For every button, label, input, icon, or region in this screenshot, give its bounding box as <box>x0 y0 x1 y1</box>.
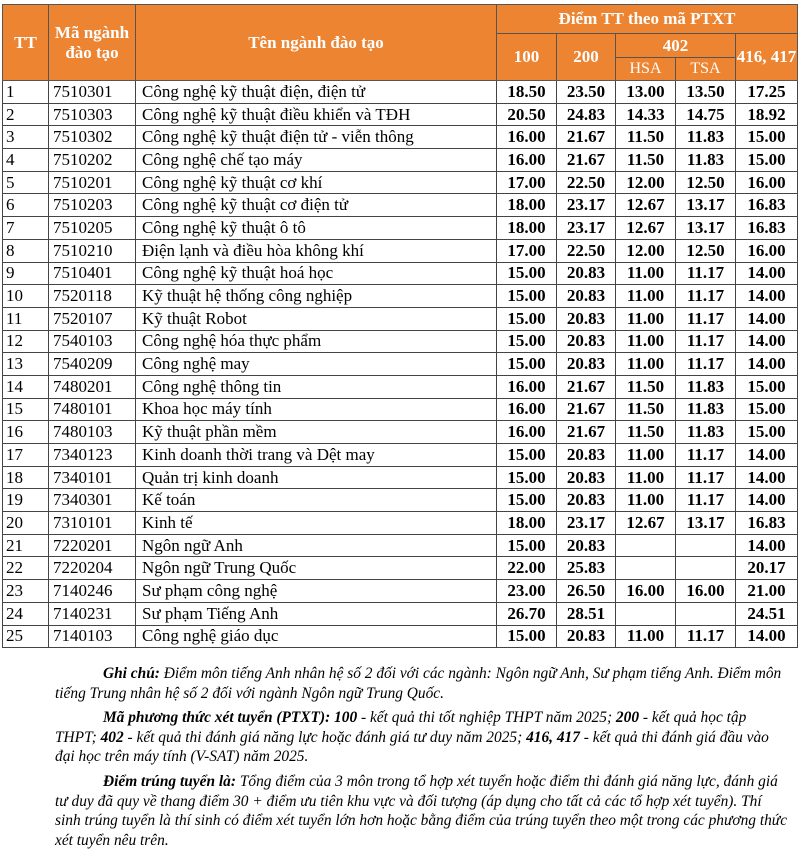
row-score-200: 28.51 <box>557 602 616 625</box>
row-score-416-417: 14.00 <box>736 330 798 353</box>
row-score-hsa: 11.50 <box>616 149 676 172</box>
row-score-100: 16.00 <box>497 398 557 421</box>
row-name: Công nghệ may <box>136 353 497 376</box>
row-score-hsa: 11.50 <box>616 375 676 398</box>
row-code: 7140231 <box>49 602 136 625</box>
table-row <box>3 375 798 398</box>
row-score-hsa: 12.67 <box>616 512 676 535</box>
note-ptxt-code-402: 402 <box>100 728 124 746</box>
row-score-416-417: 16.00 <box>736 171 798 194</box>
row-score-hsa <box>616 557 676 580</box>
header-method-100: 100 <box>497 34 557 81</box>
row-code: 7520107 <box>49 307 136 330</box>
row-code: 7480103 <box>49 421 136 444</box>
row-score-100: 16.00 <box>497 126 557 149</box>
row-score-tsa <box>676 534 736 557</box>
row-tt: 6 <box>3 194 49 217</box>
row-score-200: 25.83 <box>557 557 616 580</box>
row-score-100: 20.50 <box>497 103 557 126</box>
row-tt: 8 <box>3 239 49 262</box>
row-score-200: 23.17 <box>557 194 616 217</box>
row-score-hsa: 11.00 <box>616 330 676 353</box>
row-score-416-417: 16.00 <box>736 239 798 262</box>
header-name: Tên ngành đào tạo <box>136 5 497 81</box>
row-name: Kinh tế <box>136 512 497 535</box>
row-score-416-417: 15.00 <box>736 398 798 421</box>
header-code: Mã ngành đào tạo <box>49 5 136 81</box>
row-score-100: 15.00 <box>497 625 557 648</box>
row-score-tsa: 11.17 <box>676 353 736 376</box>
row-score-100: 15.00 <box>497 353 557 376</box>
table-row <box>3 489 798 512</box>
row-code: 7480101 <box>49 398 136 421</box>
row-code: 7340301 <box>49 489 136 512</box>
row-score-tsa <box>676 602 736 625</box>
row-tt: 10 <box>3 285 49 308</box>
row-name: Kỹ thuật Robot <box>136 307 497 330</box>
row-name: Công nghệ thông tin <box>136 375 497 398</box>
table-row <box>3 239 798 262</box>
row-score-100: 16.00 <box>497 149 557 172</box>
row-score-tsa: 11.17 <box>676 285 736 308</box>
row-name: Kỹ thuật phần mềm <box>136 421 497 444</box>
row-score-416-417: 15.00 <box>736 149 798 172</box>
row-code: 7140246 <box>49 580 136 603</box>
row-score-200: 23.17 <box>557 512 616 535</box>
row-code: 7510301 <box>49 81 136 104</box>
row-tt: 7 <box>3 217 49 240</box>
row-code: 7520118 <box>49 285 136 308</box>
row-score-hsa: 12.00 <box>616 239 676 262</box>
table-row <box>3 398 798 421</box>
row-score-416-417: 14.00 <box>736 307 798 330</box>
row-score-416-417: 20.17 <box>736 557 798 580</box>
row-score-hsa: 12.67 <box>616 194 676 217</box>
row-name: Sư phạm Tiếng Anh <box>136 602 497 625</box>
note-ptxt <box>55 708 790 767</box>
row-tt: 25 <box>3 625 49 648</box>
table-row <box>3 285 798 308</box>
note-ptxt-desc-100: - kết quả thi tốt nghiệp THPT năm 2025; <box>357 709 616 727</box>
row-score-100: 15.00 <box>497 444 557 467</box>
row-code: 7510210 <box>49 239 136 262</box>
row-score-100: 15.00 <box>497 285 557 308</box>
row-score-416-417: 14.00 <box>736 262 798 285</box>
row-score-416-417: 16.83 <box>736 512 798 535</box>
row-name: Công nghệ kỹ thuật cơ khí <box>136 171 497 194</box>
row-score-100: 18.00 <box>497 512 557 535</box>
row-score-100: 15.00 <box>497 330 557 353</box>
row-score-100: 16.00 <box>497 421 557 444</box>
row-tt: 1 <box>3 81 49 104</box>
row-score-100: 18.50 <box>497 81 557 104</box>
row-score-100: 22.00 <box>497 557 557 580</box>
row-tt: 12 <box>3 330 49 353</box>
row-score-416-417: 21.00 <box>736 580 798 603</box>
row-score-200: 26.50 <box>557 580 616 603</box>
row-score-100: 15.00 <box>497 489 557 512</box>
row-tt: 5 <box>3 171 49 194</box>
row-score-416-417: 14.00 <box>736 285 798 308</box>
row-score-tsa: 11.17 <box>676 330 736 353</box>
table-row <box>3 262 798 285</box>
row-name: Công nghệ kỹ thuật cơ điện tử <box>136 194 497 217</box>
row-code: 7220204 <box>49 557 136 580</box>
row-code: 7480201 <box>49 375 136 398</box>
row-score-416-417: 15.00 <box>736 126 798 149</box>
header-score-group: Điểm TT theo mã PTXT <box>497 5 798 34</box>
table-row <box>3 444 798 467</box>
row-tt: 22 <box>3 557 49 580</box>
row-score-tsa: 11.17 <box>676 466 736 489</box>
row-name: Công nghệ giáo dục <box>136 625 497 648</box>
table-row <box>3 512 798 535</box>
note-ghi-chu <box>55 664 790 703</box>
row-name: Kinh doanh thời trang và Dệt may <box>136 444 497 467</box>
row-score-100: 26.70 <box>497 602 557 625</box>
table-row <box>3 557 798 580</box>
row-score-416-417: 18.92 <box>736 103 798 126</box>
table-body <box>3 81 798 648</box>
row-score-416-417: 16.83 <box>736 217 798 240</box>
row-tt: 19 <box>3 489 49 512</box>
row-score-200: 20.83 <box>557 466 616 489</box>
header-hsa: HSA <box>616 58 676 81</box>
note-diem-trung-tuyen <box>55 772 790 850</box>
row-name: Công nghệ kỹ thuật ô tô <box>136 217 497 240</box>
note-ptxt-desc-402: - kết quả thi đánh giá năng lực hoặc đánh giá tư duy năm 2025; <box>123 728 527 746</box>
row-code: 7140103 <box>49 625 136 648</box>
row-score-tsa: 11.83 <box>676 149 736 172</box>
row-code: 7340123 <box>49 444 136 467</box>
row-score-hsa: 14.33 <box>616 103 676 126</box>
row-score-tsa: 11.83 <box>676 375 736 398</box>
row-score-200: 20.83 <box>557 353 616 376</box>
row-score-tsa: 13.17 <box>676 512 736 535</box>
row-tt: 9 <box>3 262 49 285</box>
row-score-100: 15.00 <box>497 534 557 557</box>
row-score-200: 23.17 <box>557 217 616 240</box>
row-name: Sư phạm công nghệ <box>136 580 497 603</box>
row-tt: 2 <box>3 103 49 126</box>
row-name: Công nghệ chế tạo máy <box>136 149 497 172</box>
row-score-200: 20.83 <box>557 307 616 330</box>
row-score-200: 21.67 <box>557 398 616 421</box>
note-ptxt-desc-200: - kết quả học tập THPT; <box>55 709 747 746</box>
row-score-tsa: 13.17 <box>676 194 736 217</box>
row-score-tsa: 11.83 <box>676 421 736 444</box>
row-score-200: 21.67 <box>557 375 616 398</box>
row-score-200: 20.83 <box>557 534 616 557</box>
row-tt: 24 <box>3 602 49 625</box>
row-score-416-417: 14.00 <box>736 534 798 557</box>
note-ptxt-label: Mã phương thức xét tuyển (PTXT): <box>103 709 331 727</box>
table-row <box>3 149 798 172</box>
row-tt: 17 <box>3 444 49 467</box>
row-score-200: 20.83 <box>557 330 616 353</box>
row-score-416-417: 14.00 <box>736 444 798 467</box>
row-name: Công nghệ kỹ thuật điện tử - viễn thông <box>136 126 497 149</box>
row-code: 7540209 <box>49 353 136 376</box>
row-name: Công nghệ kỹ thuật hoá học <box>136 262 497 285</box>
table-row <box>3 602 798 625</box>
row-score-416-417: 14.00 <box>736 353 798 376</box>
header-method-402: 402 <box>616 34 736 58</box>
row-code: 7310101 <box>49 512 136 535</box>
row-score-tsa: 11.17 <box>676 444 736 467</box>
table-row <box>3 534 798 557</box>
table-row <box>3 625 798 648</box>
row-score-200: 20.83 <box>557 444 616 467</box>
row-score-hsa: 11.00 <box>616 466 676 489</box>
row-tt: 23 <box>3 580 49 603</box>
row-score-hsa <box>616 534 676 557</box>
row-score-hsa: 13.00 <box>616 81 676 104</box>
row-score-hsa: 11.50 <box>616 398 676 421</box>
row-score-416-417: 14.00 <box>736 625 798 648</box>
row-score-200: 22.50 <box>557 171 616 194</box>
row-score-hsa: 11.00 <box>616 262 676 285</box>
row-score-416-417: 14.00 <box>736 489 798 512</box>
row-score-200: 21.67 <box>557 149 616 172</box>
row-score-416-417: 17.25 <box>736 81 798 104</box>
row-code: 7510205 <box>49 217 136 240</box>
row-score-416-417: 15.00 <box>736 375 798 398</box>
row-score-200: 20.83 <box>557 285 616 308</box>
row-score-416-417: 15.00 <box>736 421 798 444</box>
row-score-tsa: 12.50 <box>676 239 736 262</box>
row-name: Ngôn ngữ Anh <box>136 534 497 557</box>
table-row <box>3 466 798 489</box>
header-tt: TT <box>3 5 49 81</box>
row-tt: 3 <box>3 126 49 149</box>
note-ptxt-code-200: 200 <box>615 709 640 727</box>
table-row <box>3 171 798 194</box>
row-score-tsa: 12.50 <box>676 171 736 194</box>
row-score-100: 16.00 <box>497 375 557 398</box>
row-tt: 18 <box>3 466 49 489</box>
row-name: Kỹ thuật hệ thống công nghiệp <box>136 285 497 308</box>
row-name: Quản trị kinh doanh <box>136 466 497 489</box>
table-row <box>3 307 798 330</box>
row-tt: 11 <box>3 307 49 330</box>
row-tt: 4 <box>3 149 49 172</box>
row-score-416-417: 24.51 <box>736 602 798 625</box>
row-code: 7510401 <box>49 262 136 285</box>
row-score-tsa: 11.17 <box>676 262 736 285</box>
row-code: 7510201 <box>49 171 136 194</box>
row-score-hsa: 11.00 <box>616 489 676 512</box>
row-score-tsa: 11.83 <box>676 398 736 421</box>
row-score-200: 20.83 <box>557 489 616 512</box>
row-score-200: 24.83 <box>557 103 616 126</box>
table-row <box>3 103 798 126</box>
row-score-hsa <box>616 602 676 625</box>
row-score-200: 21.67 <box>557 126 616 149</box>
row-score-100: 15.00 <box>497 262 557 285</box>
row-score-100: 17.00 <box>497 171 557 194</box>
row-tt: 14 <box>3 375 49 398</box>
header-tsa: TSA <box>676 58 736 81</box>
row-name: Công nghệ kỹ thuật điều khiển và TĐH <box>136 103 497 126</box>
row-tt: 13 <box>3 353 49 376</box>
row-name: Kế toán <box>136 489 497 512</box>
row-score-100: 17.00 <box>497 239 557 262</box>
row-score-100: 18.00 <box>497 194 557 217</box>
row-name: Công nghệ hóa thực phẩm <box>136 330 497 353</box>
row-score-416-417: 16.83 <box>736 194 798 217</box>
row-tt: 15 <box>3 398 49 421</box>
row-score-200: 20.83 <box>557 262 616 285</box>
table-row <box>3 194 798 217</box>
row-name: Công nghệ kỹ thuật điện, điện tử <box>136 81 497 104</box>
row-score-hsa: 11.00 <box>616 625 676 648</box>
row-tt: 20 <box>3 512 49 535</box>
row-tt: 21 <box>3 534 49 557</box>
row-name: Ngôn ngữ Trung Quốc <box>136 557 497 580</box>
row-score-hsa: 12.00 <box>616 171 676 194</box>
table-header <box>3 5 798 81</box>
row-code: 7510303 <box>49 103 136 126</box>
row-name: Điện lạnh và điều hòa không khí <box>136 239 497 262</box>
table-row <box>3 81 798 104</box>
row-score-tsa <box>676 557 736 580</box>
row-score-tsa: 14.75 <box>676 103 736 126</box>
row-score-hsa: 12.67 <box>616 217 676 240</box>
note-ptxt-code-416: 416, 417 <box>526 728 580 746</box>
header-method-200: 200 <box>557 34 616 81</box>
row-score-tsa: 11.17 <box>676 307 736 330</box>
row-score-tsa: 16.00 <box>676 580 736 603</box>
table-row <box>3 353 798 376</box>
row-score-tsa: 11.17 <box>676 625 736 648</box>
row-score-200: 23.50 <box>557 81 616 104</box>
row-score-100: 15.00 <box>497 307 557 330</box>
note-diem-text: Tổng điểm của 3 môn trong tổ hợp xét tuyển hoặc điểm thi đánh giá năng lực, đánh giá tư duy đã quy về thang điểm 30 + điểm ưu tiên khu vực và đối tượng (áp dụng cho tất cả các tổ hợp xét tuyển). Thí sinh trúng tuyển là thí sinh có điểm xét tuyển lớn hơn hoặc bằng điểm của trúng tuyển theo một trong các phương thức xét tuyển nêu trên. <box>55 772 788 849</box>
note-ptxt-desc-416: - kết quả thi đánh giá đầu vào đại học trên máy tính (V-SAT) năm 2025. <box>55 728 769 766</box>
row-code: 7510302 <box>49 126 136 149</box>
row-score-200: 20.83 <box>557 625 616 648</box>
row-score-hsa: 11.00 <box>616 285 676 308</box>
row-score-tsa: 13.17 <box>676 217 736 240</box>
note-diem-label: Điểm trúng tuyển là: <box>103 772 236 790</box>
note-ghi-chu-label: Ghi chú: <box>103 665 160 682</box>
table-row <box>3 580 798 603</box>
row-score-200: 21.67 <box>557 421 616 444</box>
row-score-hsa: 16.00 <box>616 580 676 603</box>
row-score-100: 15.00 <box>497 466 557 489</box>
row-score-hsa: 11.50 <box>616 421 676 444</box>
row-score-hsa: 11.50 <box>616 126 676 149</box>
row-score-tsa: 11.83 <box>676 126 736 149</box>
row-code: 7510203 <box>49 194 136 217</box>
table-row <box>3 217 798 240</box>
row-score-100: 18.00 <box>497 217 557 240</box>
row-score-hsa: 11.00 <box>616 444 676 467</box>
row-code: 7220201 <box>49 534 136 557</box>
row-score-200: 22.50 <box>557 239 616 262</box>
row-score-tsa: 11.17 <box>676 489 736 512</box>
row-tt: 16 <box>3 421 49 444</box>
row-score-416-417: 14.00 <box>736 466 798 489</box>
note-ptxt-code-100: 100 <box>330 709 358 727</box>
table-row <box>3 126 798 149</box>
note-ghi-chu-text: Điểm môn tiếng Anh nhân hệ số 2 đối với các ngành: Ngôn ngữ Anh, Sư phạm tiếng Anh. Điểm môn tiếng Trung nhân hệ số 2 đối với ngành Ngôn ngữ Trung Quốc. <box>55 665 782 702</box>
row-score-100: 23.00 <box>497 580 557 603</box>
notes-section <box>55 664 790 855</box>
row-score-hsa: 11.00 <box>616 353 676 376</box>
table-row <box>3 330 798 353</box>
row-code: 7340101 <box>49 466 136 489</box>
row-name: Khoa học máy tính <box>136 398 497 421</box>
row-code: 7540103 <box>49 330 136 353</box>
table-row <box>3 421 798 444</box>
row-score-hsa: 11.00 <box>616 307 676 330</box>
row-code: 7510202 <box>49 149 136 172</box>
header-method-416-417: 416, 417 <box>736 34 798 81</box>
row-score-tsa: 13.50 <box>676 81 736 104</box>
admission-score-table <box>2 4 798 648</box>
